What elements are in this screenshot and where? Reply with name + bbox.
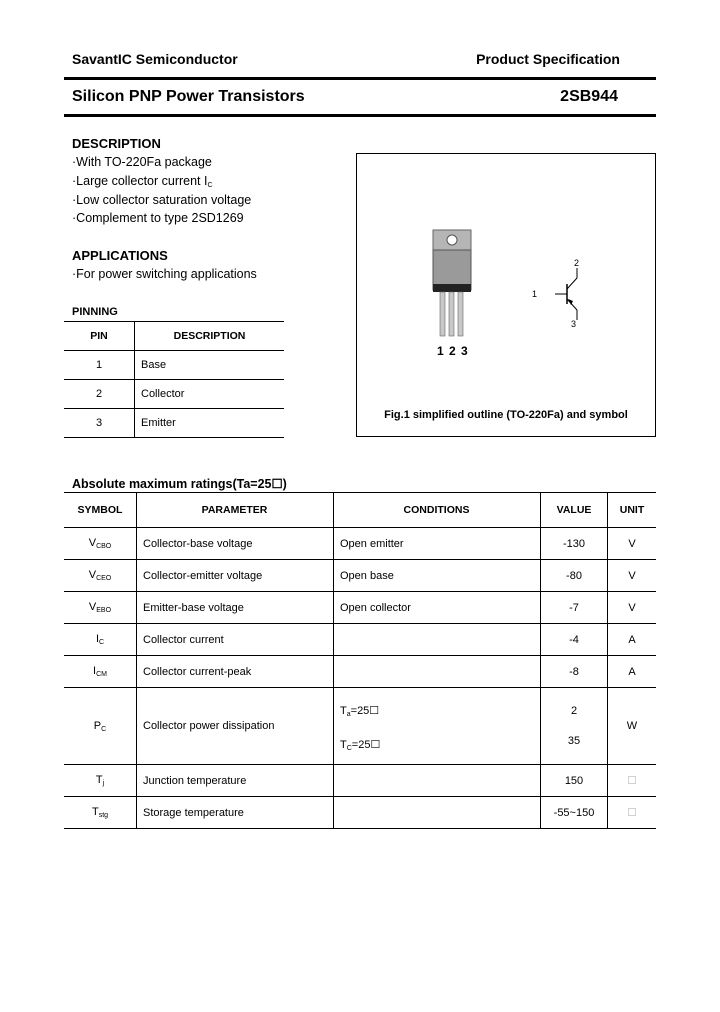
product-line: Silicon PNP Power Transistors xyxy=(72,88,305,105)
parameter-header: PARAMETER xyxy=(137,493,334,528)
table-row xyxy=(64,351,284,380)
value-cell: 150 xyxy=(541,765,608,797)
symbol-header: SYMBOL xyxy=(64,493,137,528)
table-row xyxy=(64,797,656,829)
symbol-pin-2-label: 2 xyxy=(574,258,580,268)
header-rule-top xyxy=(64,77,656,80)
part-number: 2SB944 xyxy=(560,88,618,105)
value-cell: -80 xyxy=(541,560,608,592)
value-cell: -8 xyxy=(541,656,608,688)
symbol-sub: CBO xyxy=(96,543,112,550)
condition-line xyxy=(340,696,540,730)
conditions-cell xyxy=(334,624,541,656)
symbol-letter: T xyxy=(95,774,103,786)
unit-cell: ☐ xyxy=(608,765,657,797)
conditions-cell: Open collector xyxy=(334,592,541,624)
conditions-header: CONDITIONS xyxy=(334,493,541,528)
package-pin-numbers: 1 2 3 xyxy=(437,344,469,358)
ratings-title: Absolute maximum ratings(Ta=25☐) xyxy=(72,477,287,491)
parameter-cell: Collector power dissipation xyxy=(137,688,334,765)
description-item: ·Complement to type 2SD1269 xyxy=(72,211,244,225)
value-cell xyxy=(541,688,608,765)
symbol-cell xyxy=(64,765,137,797)
pin-header: PIN xyxy=(64,322,135,351)
applications-title: APPLICATIONS xyxy=(72,248,168,263)
pin-description-header: DESCRIPTION xyxy=(135,322,285,351)
value-header: VALUE xyxy=(541,493,608,528)
pin-number: 2 xyxy=(64,380,135,409)
header-rule-bottom xyxy=(64,114,656,117)
symbol-pin-3-label: 3 xyxy=(571,319,577,329)
ratings-header-row xyxy=(64,493,656,528)
table-row xyxy=(64,592,656,624)
symbol-cell xyxy=(64,688,137,765)
description-item-text: ·Large collector current I xyxy=(72,174,208,188)
symbol-letter: V xyxy=(88,537,97,549)
unit-cell: V xyxy=(608,560,657,592)
parameter-cell: Emitter-base voltage xyxy=(137,592,334,624)
table-row xyxy=(64,688,656,765)
condition-line xyxy=(340,730,540,764)
value-line: 35 xyxy=(567,735,581,747)
parameter-cell: Collector current xyxy=(137,624,334,656)
condition-tail: =25☐ xyxy=(351,739,381,751)
value-line: 2 xyxy=(570,705,578,717)
table-row xyxy=(64,528,656,560)
symbol-sub: EBO xyxy=(96,607,112,614)
table-row xyxy=(64,624,656,656)
pin-description: Base xyxy=(135,351,285,380)
table-row xyxy=(64,380,284,409)
conditions-cell: Open emitter xyxy=(334,528,541,560)
figure-caption: Fig.1 simplified outline (TO-220Fa) and symbol xyxy=(384,409,628,421)
conditions-cell xyxy=(334,765,541,797)
conditions-cell xyxy=(334,688,541,765)
conditions-cell: Open base xyxy=(334,560,541,592)
unit-cell: A xyxy=(608,656,657,688)
symbol-sub: j xyxy=(102,780,105,787)
description-item: ·With TO-220Fa package xyxy=(72,155,212,169)
condition-sub: a xyxy=(346,711,351,718)
doc-type: Product Specification xyxy=(476,51,620,67)
parameter-cell: Junction temperature xyxy=(137,765,334,797)
symbol-letter: P xyxy=(93,719,102,732)
parameter-cell: Collector-base voltage xyxy=(137,528,334,560)
symbol-letter: T xyxy=(91,806,99,818)
package-outline-image xyxy=(417,224,487,344)
table-row xyxy=(64,765,656,797)
unit-cell: A xyxy=(608,624,657,656)
pin-number: 1 xyxy=(64,351,135,380)
condition-sub: C xyxy=(346,745,352,752)
symbol-sub: C xyxy=(101,725,107,733)
unit-cell: ☐ xyxy=(608,797,657,829)
unit-cell: W xyxy=(608,688,657,765)
description-item: ·Low collector saturation voltage xyxy=(72,193,252,207)
table-row xyxy=(64,656,656,688)
symbol-pin-1-label: 1 xyxy=(532,289,538,299)
table-row xyxy=(64,409,284,438)
pin-description: Collector xyxy=(135,380,285,409)
condition-tail: =25☐ xyxy=(350,705,380,717)
parameter-cell: Collector-emitter voltage xyxy=(137,560,334,592)
pin-number: 3 xyxy=(64,409,135,438)
value-cell: -130 xyxy=(541,528,608,560)
description-item-sub: C xyxy=(207,182,213,189)
pinning-table xyxy=(64,321,284,438)
pinning-title: PINNING xyxy=(72,306,118,318)
pin-description: Emitter xyxy=(135,409,285,438)
description-item xyxy=(72,174,213,189)
conditions-cell xyxy=(334,797,541,829)
parameter-cell: Collector current-peak xyxy=(137,656,334,688)
symbol-letter: I xyxy=(93,665,97,677)
conditions-cell xyxy=(334,656,541,688)
application-item: ·For power switching applications xyxy=(72,267,257,281)
symbol-cell xyxy=(64,528,137,560)
table-row xyxy=(64,560,656,592)
symbol-cell xyxy=(64,560,137,592)
symbol-letter: I xyxy=(95,633,99,645)
symbol-sub: CEO xyxy=(96,575,112,582)
symbol-sub: C xyxy=(99,639,105,646)
symbol-sub: CM xyxy=(96,671,107,678)
symbol-letter: V xyxy=(88,569,97,581)
condition-letter: T xyxy=(340,705,347,717)
symbol-sub: stg xyxy=(98,812,109,819)
figure-box xyxy=(356,153,656,437)
company-name: SavantIC Semiconductor xyxy=(72,51,238,67)
unit-cell: V xyxy=(608,528,657,560)
symbol-cell xyxy=(64,624,137,656)
symbol-cell xyxy=(64,656,137,688)
unit-header: UNIT xyxy=(608,493,657,528)
pinning-header-row xyxy=(64,322,284,351)
ratings-table xyxy=(64,492,656,829)
symbol-cell xyxy=(64,797,137,829)
value-cell: -4 xyxy=(541,624,608,656)
unit-cell: V xyxy=(608,592,657,624)
description-title: DESCRIPTION xyxy=(72,136,161,151)
value-cell: -55~150 xyxy=(541,797,608,829)
symbol-cell xyxy=(64,592,137,624)
parameter-cell: Storage temperature xyxy=(137,797,334,829)
symbol-letter: V xyxy=(88,601,97,613)
condition-letter: T xyxy=(340,739,347,751)
value-cell: -7 xyxy=(541,592,608,624)
